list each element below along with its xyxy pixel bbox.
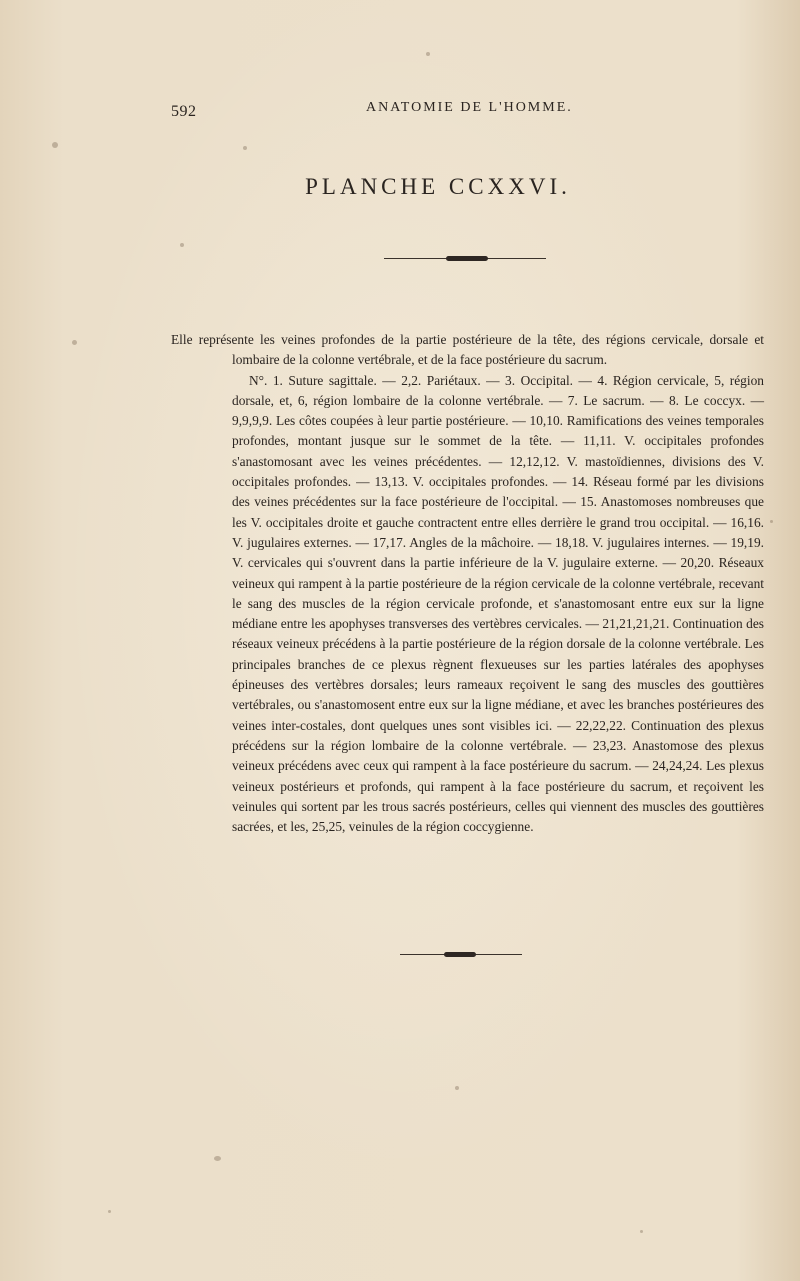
paper-speck xyxy=(426,52,430,56)
bottom-ornament-rule xyxy=(400,952,522,958)
intro-paragraph: Elle représente les veines profondes de la partie postérieure de la tête, des régions cervicale, dorsale et lombaire de la colonne vertébrale, et de la face postérieure du sacrum. xyxy=(171,332,764,368)
paper-speck xyxy=(770,520,773,523)
legend-paragraph: N°. 1. Suture sagittale. — 2,2. Pariétaux. — 3. Occipital. — 4. Région cervicale, 5, région dorsale, et, 6, région lombaire de la colonne vertébrale. — 7. Le sacrum. — 8. Le coccyx. — 9,9,9,9. Les côtes coupées à leur partie postérieure. — 10,10. Ramifications des veines temporales profondes, montant jusque sur le sommet de la tête. — 11,11. V. occipitales profondes s'anastomosant avec les veines précédentes. — 12,12,12. V. mastoïdiennes, divisions des V. occipitales profondes. — 13,13. V. occipitales profondes. — 14. Réseau formé par les divisions des veines précédentes sur la face postérieure de l'occipital. — 15. Anastomoses nombreuses que les V. occipitales droite et gauche contractent entre elles derrière le grand trou occipital. — 16,16. V. jugulaires externes. — 17,17. Angles de la mâchoire. — 18,18. V. jugulaires internes. — 19,19. V. cervicales qui s'ouvrent dans la partie inférieure de la V. jugulaire externe. — 20,20. Réseaux veineux qui rampent à la partie postérieure de la région cervicale de la colonne vertébrale, recevant le sang des muscles de la région cervicale profonde, et s'anastomosant entre eux sur la ligne médiane entre les apophyses transverses des vertèbres cervicales. — 21,21,21,21. Continuation des réseaux veineux précédens à la partie postérieure de la région dorsale de la colonne vertébrale. Les principales branches de ce plexus règnent flexueuses sur les parties latérales des apophyses épineuses des vertèbres dorsales; leurs rameaux reçoivent le sang des muscles des gouttières vertébrales, ou s'anastomosent entre eux sur la ligne médiane, et avec les branches postérieures des veines inter-costales, dont quelques unes sont visibles ici. — 22,22,22. Continuation des plexus précédens sur la région lombaire de la colonne vertébrale. — 23,23. Anastomose des plexus veineux précédens avec ceux qui rampent à la face postérieure du sacrum. — 24,24,24. Les plexus veineux postérieurs et profonds, qui rampent à la face postérieure du sacrum, et reçoivent les veinules qui sortent par les trous sacrés postérieurs, celles qui viennent des muscles des gouttières sacrées, et les, 25,25, veinules de la région coccygienne. xyxy=(232,372,764,835)
paper-speck xyxy=(214,1156,221,1161)
paper-speck xyxy=(180,243,184,247)
page-number: 592 xyxy=(171,103,197,120)
top-ornament-rule xyxy=(384,256,546,262)
plate-title: PLANCHE CCXXVI. xyxy=(305,174,571,199)
paper-speck xyxy=(72,340,77,345)
running-head: ANATOMIE DE L'HOMME. xyxy=(366,100,573,115)
paper-speck xyxy=(108,1210,111,1213)
paper-speck xyxy=(455,1086,459,1090)
paper-speck xyxy=(52,142,58,148)
paper-speck xyxy=(243,146,247,150)
paper-speck xyxy=(640,1230,643,1233)
plate-description xyxy=(171,330,764,837)
